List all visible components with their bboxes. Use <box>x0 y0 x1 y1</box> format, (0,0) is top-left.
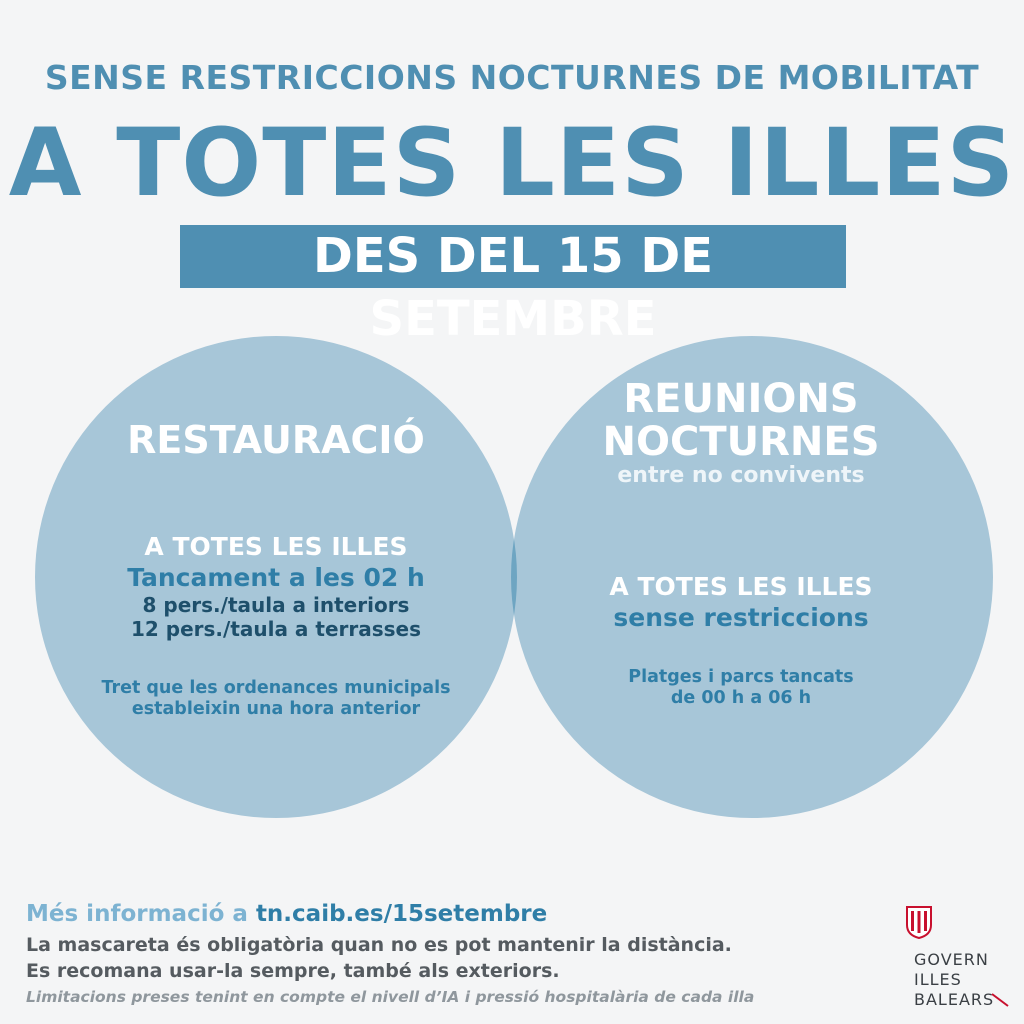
reunions-heading-2: NOCTURNES <box>602 419 880 466</box>
right-scope: A TOTES LES ILLES <box>609 572 873 601</box>
left-note-1: Tret que les ordenances municipals <box>101 678 451 698</box>
page-title: A TOTES LES ILLES <box>8 109 1016 218</box>
more-info-prefix: Més informació a <box>26 901 256 927</box>
right-status: sense restriccions <box>613 603 869 633</box>
restauracio-heading: RESTAURACIÓ <box>127 418 425 462</box>
logo-red-slash-icon <box>990 992 1012 1008</box>
mask-line-1: La mascareta és obligatòria quan no es pot mantenir la distància. <box>26 934 732 956</box>
right-note-1: Platges i parcs tancats <box>628 667 854 687</box>
balearic-coat-of-arms-icon <box>905 905 933 939</box>
reunions-subheading: entre no convivents <box>617 463 865 489</box>
left-rule-2: 12 pers./taula a terrasses <box>130 617 422 642</box>
right-note-2: de 00 h a 06 h <box>670 688 812 708</box>
subtitle: SENSE RESTRICCIONS NOCTURNES DE MOBILITAT <box>44 58 980 97</box>
left-rule-1: 8 pers./taula a interiors <box>142 593 410 617</box>
reunions-heading-1: REUNIONS <box>623 376 859 422</box>
more-info-link[interactable]: tn.caib.es/15setembre <box>255 901 548 927</box>
govern-logo-text <box>914 950 994 1010</box>
limitations-note: Limitacions preses tenint en compte el nivell d’IA i pressió hospitalària de cada illa <box>26 988 755 1006</box>
logo-line-3: BALEARS <box>914 990 995 1009</box>
left-closing: Tancament a les 02 h <box>127 562 425 592</box>
more-info-line <box>26 901 547 927</box>
logo-line-2: ILLES <box>914 970 962 989</box>
left-note-2: estableixin una hora anterior <box>131 699 421 719</box>
date-banner: DES DEL 15 DE SETEMBRE <box>180 225 846 288</box>
logo-line-1: GOVERN <box>914 950 989 969</box>
left-scope: A TOTES LES ILLES <box>144 532 408 561</box>
mask-line-2: Es recomana usar-la sempre, també als exteriors. <box>26 960 560 982</box>
